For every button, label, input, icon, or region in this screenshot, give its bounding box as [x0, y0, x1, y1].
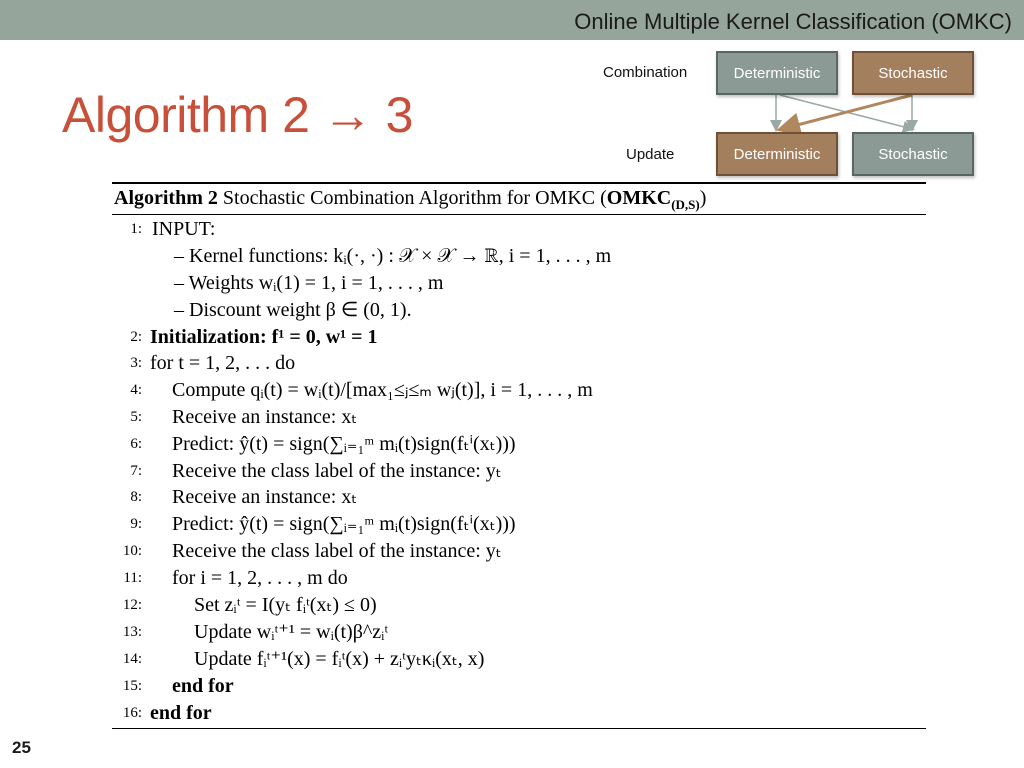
line-text: for t = 1, 2, . . . do [150, 352, 296, 374]
line-text: Set zᵢᵗ = I(yₜ fᵢᵗ(xₜ) ≤ 0) [194, 594, 377, 616]
algorithm-name-bold: OMKC [606, 187, 672, 209]
line-text: Compute qᵢ(t) = wᵢ(t)/[max₁≤ⱼ≤ₘ wⱼ(t)], i = 1, . . . , m [172, 379, 593, 401]
algorithm-block [112, 182, 926, 730]
algorithm-heading [114, 187, 706, 213]
update-stochastic-box: Stochastic [852, 132, 974, 176]
line-text: Update fᵢᵗ⁺¹(x) = fᵢᵗ(x) + zᵢᵗyₜκᵢ(xₜ, x) [194, 648, 485, 670]
line-number: 9: [130, 516, 142, 532]
line-number: 11: [123, 570, 142, 586]
line-number: 8: [130, 489, 142, 505]
line-number: 16: [122, 705, 142, 721]
line-text: Predict: ŷ(t) = sign(∑ᵢ₌₁ᵐ mᵢ(t)sign(fₜⁱ(xₜ))) [172, 513, 516, 535]
slide-title: Algorithm 2 → 3 [62, 87, 413, 143]
line-number: 6: [130, 436, 142, 452]
line-number: 14: [122, 651, 142, 667]
combination-deterministic-box: Deterministic [716, 51, 838, 95]
line-text: Initialization: f¹ = 0, w¹ = 1 [150, 326, 378, 348]
line-number: 7: [130, 463, 142, 479]
algorithm-mid-rule [112, 214, 926, 215]
line-number: 5: [130, 409, 142, 425]
line-text: – Kernel functions: kᵢ(·, ·) : 𝒳 × 𝒳 → ℝ, i = 1, . . . , m [174, 245, 612, 267]
line-text: – Discount weight β ∈ (0, 1). [174, 299, 412, 321]
combination-stochastic-box: Stochastic [852, 51, 974, 95]
line-text: end for [172, 675, 234, 697]
line-number: 4: [130, 382, 142, 398]
line-number: 12: [122, 597, 142, 613]
algorithm-bottom-rule [112, 728, 926, 729]
line-text: Update wᵢᵗ⁺¹ = wᵢ(t)β^zᵢᵗ [194, 621, 389, 643]
line-number: 15: [122, 678, 142, 694]
algorithm-top-rule [112, 182, 926, 184]
update-label: Update [626, 146, 675, 163]
line-text: Predict: ŷ(t) = sign(∑ᵢ₌₁ᵐ mᵢ(t)sign(fₜⁱ(xₜ))) [172, 433, 516, 455]
algorithm-name-close: ) [699, 187, 707, 209]
line-number: 3: [130, 355, 142, 371]
algorithm-label: Algorithm 2 [114, 187, 218, 209]
algorithm-name-sub: (D,S) [671, 197, 700, 212]
line-number: 1: [130, 221, 142, 237]
line-text: Receive the class label of the instance: yₜ [172, 460, 502, 482]
page-number: 25 [12, 738, 31, 757]
update-deterministic-box: Deterministic [716, 132, 838, 176]
line-text: INPUT: [152, 218, 216, 240]
line-text: end for [150, 702, 212, 724]
line-text: Receive an instance: xₜ [172, 406, 358, 428]
line-text: Receive the class label of the instance: yₜ [172, 540, 502, 562]
combination-label: Combination [603, 64, 688, 81]
line-number: 10: [122, 543, 142, 559]
line-text: for i = 1, 2, . . . , m do [172, 567, 348, 589]
line-number: 13: [122, 624, 142, 640]
line-number: 2: [130, 329, 142, 345]
line-text: Receive an instance: xₜ [172, 486, 358, 508]
header-title: Online Multiple Kernel Classification (OMKC) [574, 9, 1012, 34]
algorithm-name: Stochastic Combination Algorithm for OMKC ( [222, 187, 607, 209]
line-text: – Weights wᵢ(1) = 1, i = 1, . . . , m [174, 272, 444, 294]
